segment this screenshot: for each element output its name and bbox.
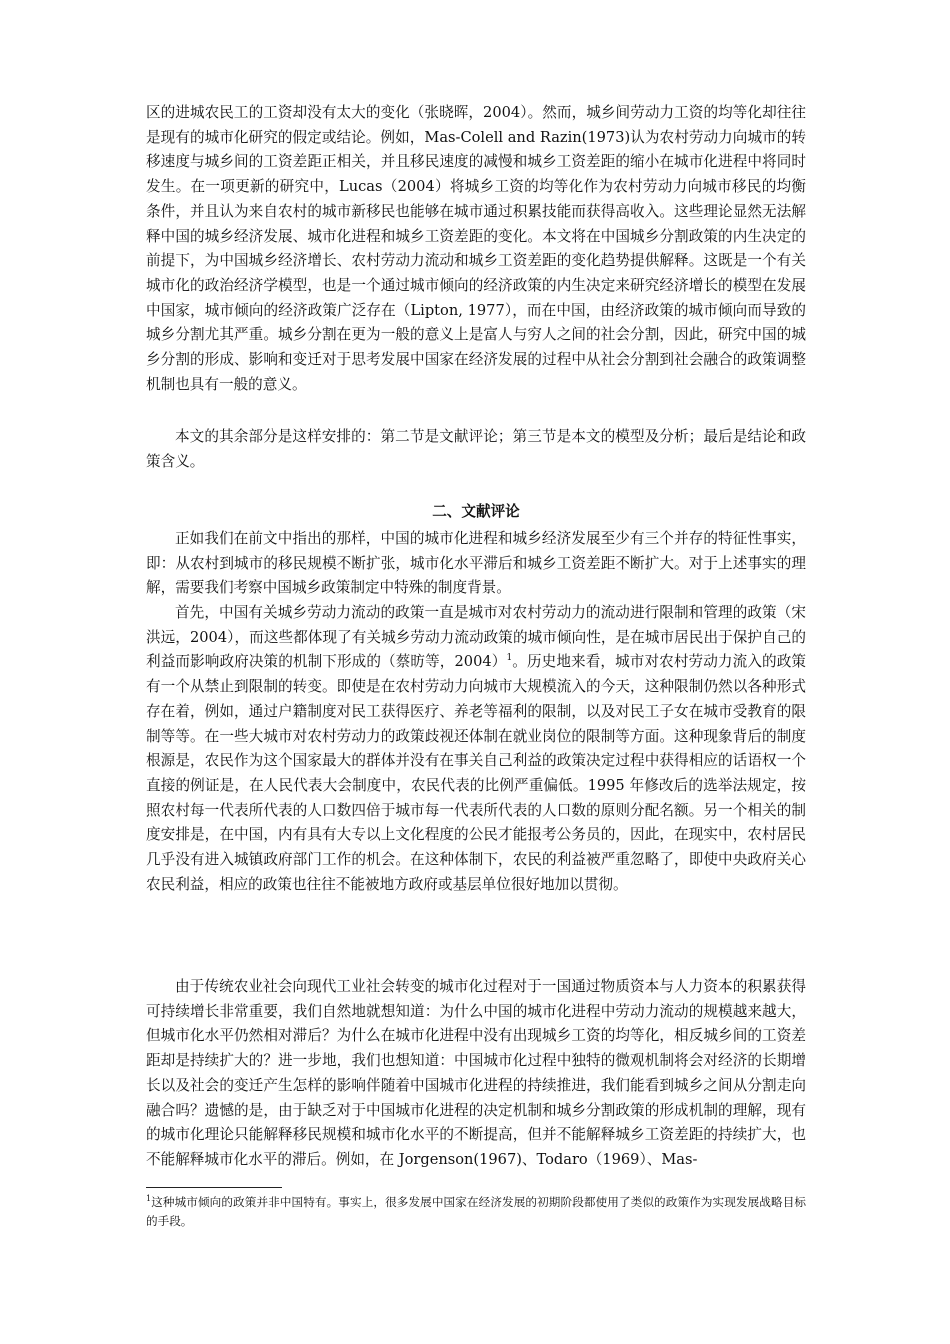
body-paragraph: 正如我们在前文中指出的那样，中国的城市化进程和城乡经济发展至少有三个并存的特征性事实，即：从农村到城市的移民规模不断扩张，城市化水平滞后和城乡工资差距不断扩大。对于上述事实的理解，需要我们考察中国城乡政策制定中特殊的制度背景。: [146, 530, 806, 597]
paragraph-text: 。历史地来看，城市对农村劳动力流入的政策有一个从禁止到限制的转变。即使是在农村劳动力向城市大规模流入的今天，这种限制仍然以各种形式存在着，例如，通过户籍制度对民工获得医疗、养老等福利的限制，以及对民工子女在城市受教育的限制等等。在一些大城市对农村劳动力的政策歧视还体制在就业岗位的限制等方面。这种现象背后的制度根源是，农民作为这个国家最大的群体并没有在事关自己利益的政策决定过程中获得相应的话语权一个直接的例证是，在人民代表大会制度中，农民代表的比例严重偏低。1995 年修改后的选举法规定，按照农村每一代表所代表的人口数四倍于城市每一代表所代表的人口数的原则分配名额。另一个相关的制度安排是，在中国，内有具有大专以上文化程度的公民才能报考公务员的，因此，在现实中，农村居民几乎没有进入城镇政府部门工作的机会。在这种体制下，农民的利益被严重忽略了，即使中央政府关心农民利益，相应的政策也往往不能被地方政府或基层单位很好地加以贯彻。: [146, 653, 806, 893]
section-heading: 二、文献评论: [432, 503, 520, 520]
footnote-number: 1: [146, 1194, 152, 1204]
body-paragraph: 本文的其余部分是这样安排的：第二节是文献评论；第三节是本文的模型及分析；最后是结论和政策含义。: [146, 428, 806, 470]
footnote-text: 这种城市倾向的政策并非中国特有。事实上，很多发展中国家在经济发展的初期阶段都使用了类似的政策作为实现发展战略目标的手段。: [146, 1195, 806, 1228]
body-paragraph: [146, 601, 806, 897]
body-paragraph: 区的进城农民工的工资却没有太大的变化（张晓晖，2004）。然而，城乡间劳动力工资的均等化却往往是现有的城市化研究的假定或结论。例如，Mas-Colell and Razin(1973)认为农村劳动力向城市的转移速度与城乡间的工资差距正相关，并且移民速度的减慢和城乡工资差距的缩小在城市化进程中将同时发生。在一项更新的研究中，Lucas（2004）将城乡工资的均等化作为农村劳动力向城市移民的均衡条件，并且认为来自农村的城市新移民也能够在城市通过积累技能而获得高收入。这些理论显然无法解释中国的城乡经济发展、城市化进程和城乡工资差距的变化。本文将在中国城乡分割政策的内生决定的前提下，为中国城乡经济增长、农村劳动力流动和城乡工资差距的变化趋势提供解释。这既是一个有关城市化的政治经济学模型，也是一个通过城市倾向的经济政策的内生决定来研究经济增长的模型在发展中国家，城市倾向的经济政策广泛存在（Lipton, 1977），而在中国，由经济政策的城市倾向而导致的城乡分割尤其严重。城乡分割在更为一般的意义上是富人与穷人之间的社会分割，因此，研究中国的城乡分割的形成、影响和变迁对于思考发展中国家在经济发展的过程中从社会分割到社会融合的政策调整机制也具有一般的意义。: [146, 104, 806, 393]
paragraph-text: 首先，中国有关城乡劳动力流动的政策一直是城市对农村劳动力的流动进行限制和管理的政策（宋洪远，2004），而这些都体现了有关城乡劳动力流动政策的城市倾向性，是在城市居民出于保护自己的利益而影响政府决策的机制下形成的（蔡昉等，2004）: [146, 604, 806, 671]
footnote-divider: [146, 1187, 282, 1188]
footnote-reference[interactable]: 1: [506, 653, 513, 664]
footnote: [146, 1193, 806, 1231]
body-paragraph: 由于传统农业社会向现代工业社会转变的城市化过程对于一国通过物质资本与人力资本的积累获得可持续增长非常重要，我们自然地就想知道：为什么中国的城市化进程中劳动力流动的规模越来越大，但城市化水平仍然相对滞后？为什么在城市化进程中没有出现城乡工资的均等化，相反城乡间的工资差距却是持续扩大的？进一步地，我们也想知道：中国城市化过程中独特的微观机制将会对经济的长期增长以及社会的变迁产生怎样的影响伴随着中国城市化进程的持续推进，我们能看到城乡之间从分割走向融合吗？遗憾的是，由于缺乏对于中国城市化进程的决定机制和城乡分割政策的形成机制的理解，现有的城市化理论只能解释移民规模和城市化水平的不断提高，但并不能解释城乡工资差距的持续扩大，也不能解释城市化水平的滞后。例如，在 Jorgenson(1967)、Todaro（1969）、Mas-: [146, 978, 806, 1168]
